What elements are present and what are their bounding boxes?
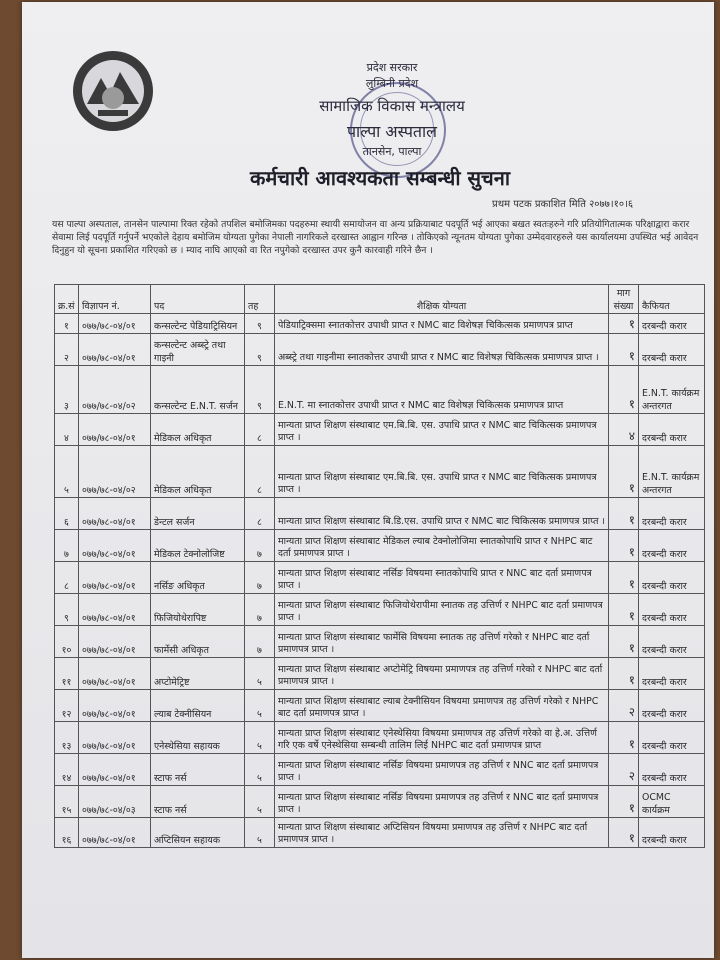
- cell-post: फार्मेसी अधिकृत: [151, 626, 245, 658]
- cell-req: २: [609, 690, 639, 722]
- cell-edu: मान्यता प्राप्त शिक्षण संस्थाबाट फार्मेसि विषयमा स्नातक तह उत्तिर्ण गरेको र NHPC बाट दर्ता प्रमाणपत्र प्राप्त ।: [275, 626, 609, 658]
- cell-rem: OCMC कार्यक्रम: [639, 786, 705, 818]
- cell-sn: ८: [55, 562, 79, 594]
- cell-req: १: [609, 722, 639, 754]
- cell-post: कन्सल्टेन्ट पेडियाट्रिसियन: [151, 314, 245, 334]
- table-row: [55, 446, 705, 498]
- header-line-2: लुम्बिनी प्रदेश: [365, 77, 419, 90]
- cell-edu: पेडियाट्रिक्समा स्नातकोत्तर उपाधी प्राप्त र NMC बाट विशेषज्ञ चिकित्सक प्रमाणपत्र प्राप्त: [275, 314, 609, 334]
- table-row: [55, 314, 705, 334]
- cell-adv: ०७७/७८-०४/०१: [79, 690, 151, 722]
- column-header: माग संख्या: [609, 285, 639, 314]
- cell-level: ८: [245, 446, 275, 498]
- table-row: [55, 818, 705, 848]
- cell-edu: मान्यता प्राप्त शिक्षण संस्थाबाट नर्सिङ विषयमा स्नातकोपाधि प्राप्त र NNC बाट दर्ता प्रमाणपत्र प्राप्त ।: [275, 562, 609, 594]
- cell-sn: १३: [55, 722, 79, 754]
- office-stamp-inner: [360, 92, 434, 166]
- cell-edu: E.N.T. मा स्नातकोत्तर उपाधी प्राप्त र NMC बाट विशेषज्ञ चिकित्सक प्रमाणपत्र प्राप्त: [275, 366, 609, 414]
- table-body: [55, 314, 705, 848]
- cell-post: कन्सल्टेन्ट E.N.T. सर्जन: [151, 366, 245, 414]
- header-line-4: पाल्पा अस्पताल: [346, 122, 438, 141]
- notice-title: कर्मचारी आवश्यकता सम्बन्धी सुचना: [249, 166, 510, 190]
- cell-rem: E.N.T. कार्यक्रम अन्तरगत: [639, 366, 705, 414]
- cell-req: १: [609, 562, 639, 594]
- cell-edu: मान्यता प्राप्त शिक्षण संस्थाबाट फिजियोथेरापीमा स्नातक तह उत्तिर्ण र NHPC बाट दर्ता प्रमाणपत्र प्राप्त ।: [275, 594, 609, 626]
- cell-req: ४: [609, 414, 639, 446]
- cell-edu: मान्यता प्राप्त शिक्षण संस्थाबाट बि.डि.एस. उपाधि प्राप्त र NMC बाट चिकित्सक प्रमाणपत्र प्राप्त ।: [275, 498, 609, 530]
- cell-adv: ०७७/७८-०४/०१: [79, 722, 151, 754]
- cell-post: कन्सल्टेन्ट अब्स्ट्रे तथा गाइनी: [151, 334, 245, 366]
- table-row: [55, 530, 705, 562]
- vacancy-table: [54, 284, 705, 848]
- cell-adv: ०७७/७८-०४/०१: [79, 530, 151, 562]
- cell-rem: दरबन्दी करार: [639, 690, 705, 722]
- cell-req: १: [609, 334, 639, 366]
- table-row: [55, 786, 705, 818]
- cell-adv: ०७७/७८-०४/०१: [79, 314, 151, 334]
- cell-req: १: [609, 498, 639, 530]
- cell-sn: २: [55, 334, 79, 366]
- cell-adv: ०७७/७८-०४/०१: [79, 754, 151, 786]
- cell-req: १: [609, 786, 639, 818]
- cell-rem: दरबन्दी करार: [639, 658, 705, 690]
- cell-sn: १५: [55, 786, 79, 818]
- cell-sn: १०: [55, 626, 79, 658]
- cell-sn: ११: [55, 658, 79, 690]
- cell-req: २: [609, 754, 639, 786]
- column-header: शैक्षिक योग्यता: [275, 285, 609, 314]
- cell-adv: ०७७/७८-०४/०१: [79, 334, 151, 366]
- column-header: कैफियत: [639, 285, 705, 314]
- cell-level: ९: [245, 366, 275, 414]
- cell-adv: ०७७/७८-०४/०३: [79, 786, 151, 818]
- cell-sn: १२: [55, 690, 79, 722]
- nepal-emblem-icon: [70, 48, 156, 134]
- cell-adv: ०७७/७८-०४/०१: [79, 594, 151, 626]
- cell-level: ५: [245, 786, 275, 818]
- cell-post: एनेस्थेसिया सहायक: [151, 722, 245, 754]
- cell-level: ७: [245, 594, 275, 626]
- cell-req: १: [609, 314, 639, 334]
- cell-level: ८: [245, 498, 275, 530]
- cell-level: ५: [245, 690, 275, 722]
- cell-rem: दरबन्दी करार: [639, 414, 705, 446]
- cell-adv: ०७७/७८-०४/०१: [79, 498, 151, 530]
- cell-rem: दरबन्दी करार: [639, 530, 705, 562]
- cell-rem: दरबन्दी करार: [639, 562, 705, 594]
- column-header: विज्ञापन नं.: [79, 285, 151, 314]
- cell-edu: मान्यता प्राप्त शिक्षण संस्थाबाट ल्याब टेक्नीसियन विषयमा प्रमाणपत्र तह उत्तिर्ण गरेको र NHPC बाट दर्ता प्रमाणपत्र प्राप्त ।: [275, 690, 609, 722]
- notice-paper: [22, 2, 714, 958]
- table-row: [55, 366, 705, 414]
- cell-rem: E.N.T. कार्यक्रम अन्तरगत: [639, 446, 705, 498]
- table-row: [55, 690, 705, 722]
- column-header: पद: [151, 285, 245, 314]
- table-header-row: [55, 285, 705, 314]
- cell-post: मेडिकल अधिकृत: [151, 414, 245, 446]
- cell-edu: अब्स्ट्रे तथा गाइनीमा स्नातकोत्तर उपाधी प्राप्त र NMC बाट विशेषज्ञ चिकित्सक प्रमाणपत्र प्राप्त ।: [275, 334, 609, 366]
- cell-post: मेडिकल टेक्नोलोजिष्ट: [151, 530, 245, 562]
- cell-edu: मान्यता प्राप्त शिक्षण संस्थाबाट एम.बि.बि. एस. उपाधि प्राप्त र NMC बाट चिकित्सक प्रमाणपत्र प्राप्त ।: [275, 414, 609, 446]
- cell-edu: मान्यता प्राप्त शिक्षण संस्थाबाट एम.बि.बि. एस. उपाधि प्राप्त र NMC बाट चिकित्सक प्रमाणपत्र प्राप्त ।: [275, 446, 609, 498]
- cell-sn: १: [55, 314, 79, 334]
- cell-post: स्टाफ नर्स: [151, 786, 245, 818]
- cell-edu: मान्यता प्राप्त शिक्षण संस्थाबाट अप्टोमेट्रि विषयमा प्रमाणपत्र तह उत्तिर्ण गरेको र NHPC बाट दर्ता प्रमाणपत्र प्राप्त ।: [275, 658, 609, 690]
- cell-level: ७: [245, 626, 275, 658]
- cell-rem: दरबन्दी करार: [639, 314, 705, 334]
- table-row: [55, 626, 705, 658]
- cell-sn: ९: [55, 594, 79, 626]
- cell-adv: ०७७/७८-०४/०२: [79, 446, 151, 498]
- cell-edu: मान्यता प्राप्त शिक्षण संस्थाबाट नर्सिङ विषयमा प्रमाणपत्र तह उत्तिर्ण र NNC बाट दर्ता प्रमाणपत्र प्राप्त ।: [275, 754, 609, 786]
- cell-sn: १४: [55, 754, 79, 786]
- column-header: तह: [245, 285, 275, 314]
- cell-post: मेडिकल अधिकृत: [151, 446, 245, 498]
- cell-edu: मान्यता प्राप्त शिक्षण संस्थाबाट नर्सिङ विषयमा प्रमाणपत्र तह उत्तिर्ण र NNC बाट दर्ता प्रमाणपत्र प्राप्त ।: [275, 786, 609, 818]
- cell-rem: दरबन्दी करार: [639, 498, 705, 530]
- cell-sn: ७: [55, 530, 79, 562]
- cell-post: नर्सिङ अधिकृत: [151, 562, 245, 594]
- cell-level: ८: [245, 414, 275, 446]
- cell-req: १: [609, 658, 639, 690]
- table-row: [55, 658, 705, 690]
- cell-req: १: [609, 530, 639, 562]
- cell-sn: १६: [55, 818, 79, 848]
- table-row: [55, 594, 705, 626]
- cell-level: ५: [245, 658, 275, 690]
- cell-req: १: [609, 594, 639, 626]
- cell-level: ५: [245, 754, 275, 786]
- cell-sn: ४: [55, 414, 79, 446]
- table-row: [55, 498, 705, 530]
- cell-level: ७: [245, 562, 275, 594]
- column-header: क्र.सं: [55, 285, 79, 314]
- cell-adv: ०७७/७८-०४/०१: [79, 562, 151, 594]
- cell-adv: ०७७/७८-०४/०२: [79, 366, 151, 414]
- cell-post: अप्टोमेट्रिष्ट: [151, 658, 245, 690]
- cell-level: ५: [245, 818, 275, 848]
- cell-rem: दरबन्दी करार: [639, 594, 705, 626]
- header-line-5: तानसेन, पाल्पा: [362, 145, 422, 158]
- cell-adv: ०७७/७८-०४/०१: [79, 626, 151, 658]
- cell-edu: मान्यता प्राप्त शिक्षण संस्थाबाट अप्टिसियन विषयमा प्रमाणपत्र तह उत्तिर्ण र NHPC बाट दर्ता प्रमाणपत्र प्राप्त ।: [275, 818, 609, 848]
- table-row: [55, 754, 705, 786]
- cell-adv: ०७७/७८-०४/०१: [79, 818, 151, 848]
- cell-level: ९: [245, 334, 275, 366]
- cell-edu: मान्यता प्राप्त शिक्षण संस्थाबाट मेडिकल ल्याब टेक्नोलोजिमा स्नातकोपाधि प्राप्त र NHPC बाट दर्ता प्रमाणपत्र प्राप्त ।: [275, 530, 609, 562]
- cell-rem: दरबन्दी करार: [639, 754, 705, 786]
- cell-post: फिजियोथेरापिष्ट: [151, 594, 245, 626]
- cell-req: १: [609, 446, 639, 498]
- cell-sn: ६: [55, 498, 79, 530]
- cell-post: ल्याब टेक्नीसियन: [151, 690, 245, 722]
- cell-post: अप्टिसियन सहायक: [151, 818, 245, 848]
- cell-req: १: [609, 366, 639, 414]
- cell-rem: दरबन्दी करार: [639, 818, 705, 848]
- cell-sn: ३: [55, 366, 79, 414]
- cell-edu: मान्यता प्राप्त शिक्षण संस्थाबाट एनेस्थेसिया विषयमा प्रमाणपत्र तह उत्तिर्ण गरेको वा हे.अ. उत्तिर्ण गरि एक वर्षे एनेस्थेसिया सम्बन्धी तालिम लिई NHPC बाट दर्ता प्रमाणपत्र प्राप्त: [275, 722, 609, 754]
- cell-adv: ०७७/७८-०४/०१: [79, 414, 151, 446]
- cell-post: डेन्टल सर्जन: [151, 498, 245, 530]
- table-row: [55, 334, 705, 366]
- cell-adv: ०७७/७८-०४/०१: [79, 658, 151, 690]
- cell-level: ५: [245, 722, 275, 754]
- notice-intro: यस पाल्पा अस्पताल, तानसेन पाल्पामा रिक्त रहेको तपशिल बमोजिमका पदहरुमा स्थायी समायोजन वा अन्य प्रक्रियाबाट पदपूर्ति भई आएका बखत स्वतःहरुने गरि प्रतियोगितात्मक परिक्षाद्वारा करार सेवामा लिई पदपूर्ति गर्नुपर्ने भएकोले देहाय बमोजिम योग्यता पुगेका नेपाली नागरिकले दरखास्त आह्वान गरिन्छ । तोकिएको न्यूनतम योग्यता पुगेका उम्मेदवारहरुले यस कार्यालयमा उपस्थित भई आवेदन दिनुहुन यो सूचना प्रकाशित गरिएको छ । म्याद नाघि आएको वा रित नपुगेको दरखास्त उपर कुनै कारवाही गरिने छैन ।: [52, 219, 699, 256]
- cell-rem: दरबन्दी करार: [639, 626, 705, 658]
- cell-sn: ५: [55, 446, 79, 498]
- publish-date: प्रथम पटक प्रकाशित मिति २०७७।१०।६: [492, 199, 634, 210]
- cell-post: स्टाफ नर्स: [151, 754, 245, 786]
- cell-level: ७: [245, 530, 275, 562]
- cell-req: १: [609, 818, 639, 848]
- cell-rem: दरबन्दी करार: [639, 334, 705, 366]
- table-row: [55, 722, 705, 754]
- header-line-3: सामाजिक विकास मन्त्रालय: [319, 97, 465, 115]
- table-row: [55, 414, 705, 446]
- cell-level: ९: [245, 314, 275, 334]
- cell-req: १: [609, 626, 639, 658]
- table-row: [55, 562, 705, 594]
- cell-rem: दरबन्दी करार: [639, 722, 705, 754]
- header-line-1: प्रदेश सरकार: [366, 61, 418, 74]
